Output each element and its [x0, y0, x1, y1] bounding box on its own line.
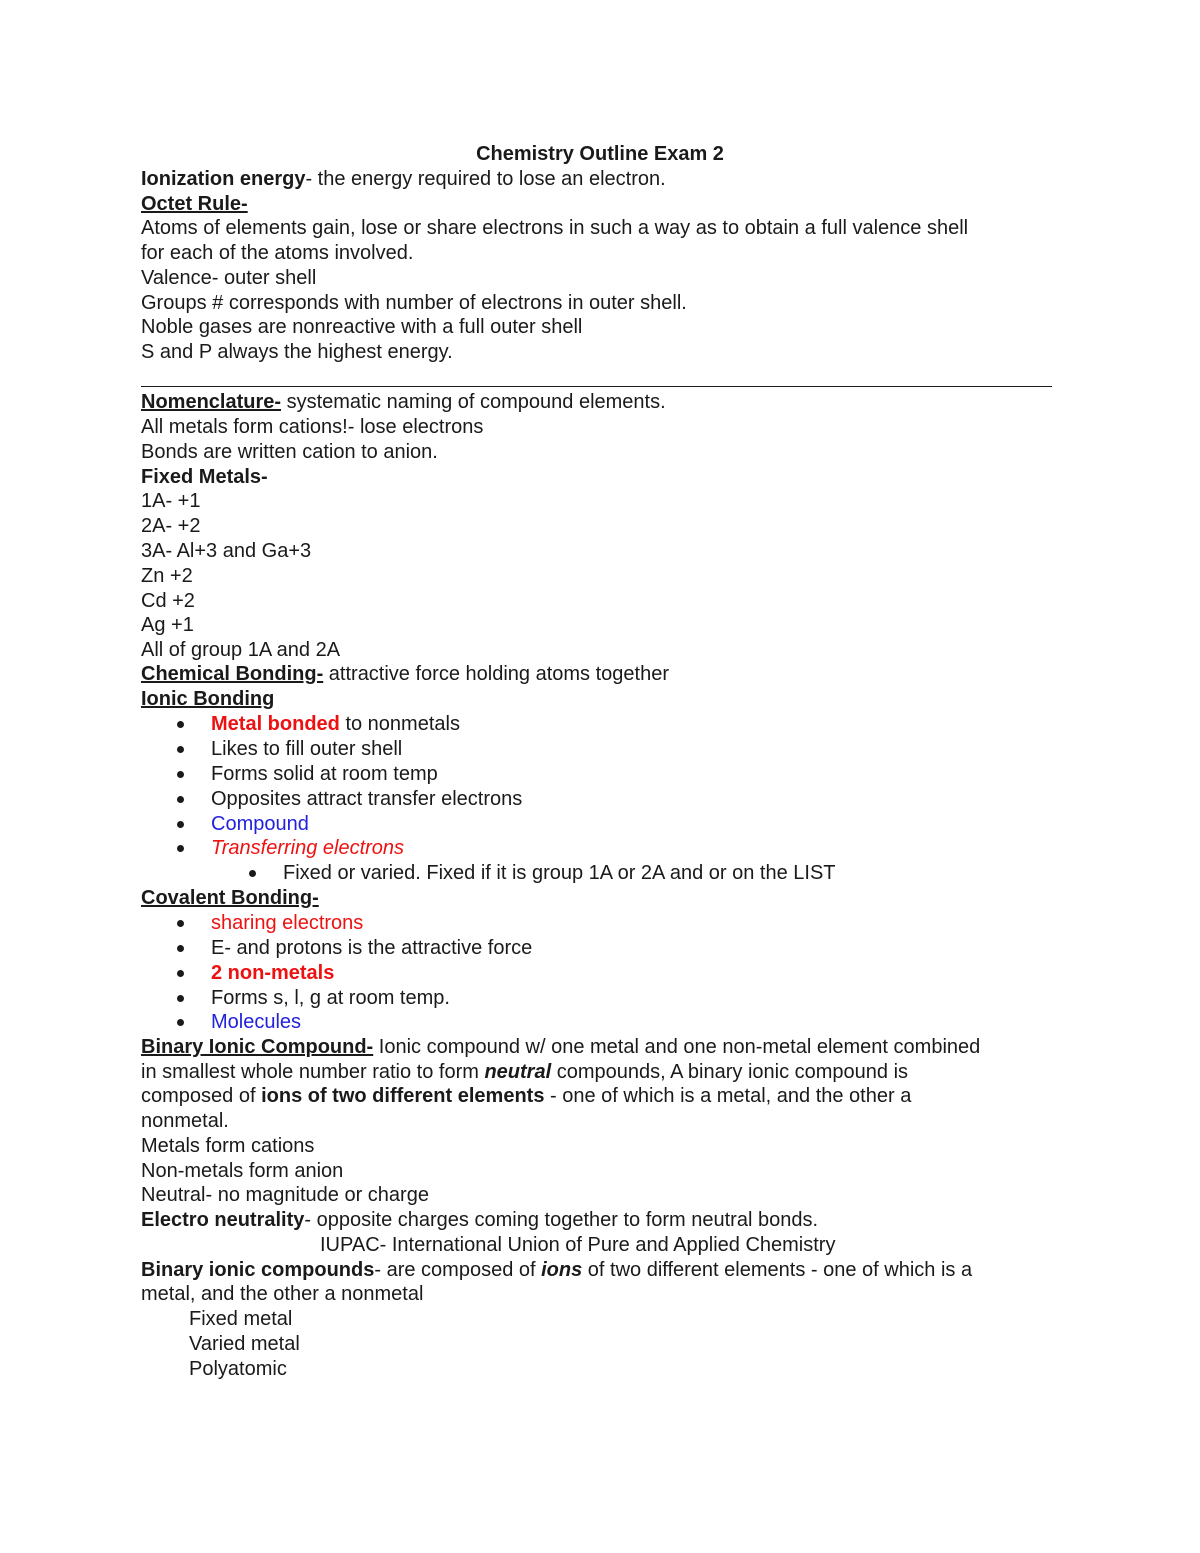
bullet-icon	[177, 771, 184, 778]
electro-neutrality-def: - opposite charges coming together to form neutral bonds.	[304, 1209, 819, 1231]
covalent-heading: Covalent Bonding-	[141, 887, 319, 909]
ionic-heading: Ionic Bonding	[141, 688, 275, 710]
bullet-icon	[249, 870, 256, 877]
compound-type: Polyatomic	[189, 1358, 287, 1380]
ionic-item: Likes to fill outer shell	[211, 738, 403, 760]
binary-text: composed of	[141, 1085, 262, 1107]
octet-line1: Atoms of elements gain, lose or share electrons in such a way as to obtain a full valence shell	[141, 217, 969, 239]
binary-line4: nonmetal.	[141, 1110, 229, 1132]
covalent-item: sharing electrons	[211, 912, 364, 934]
neutral-definition: Neutral- no magnitude or charge	[141, 1184, 429, 1206]
ions-two-elements-emphasis: ions of two different elements	[261, 1085, 545, 1107]
binary-line3	[141, 1084, 911, 1108]
binary2-text: of two different elements - one of which is a	[582, 1259, 973, 1281]
chemical-bonding-def: attractive force holding atoms together	[323, 663, 669, 685]
ions-emphasis: ions	[541, 1259, 583, 1281]
bullet-icon	[177, 796, 184, 803]
fixed-metals-heading: Fixed Metals-	[141, 466, 268, 488]
fixed-metal-item: Zn +2	[141, 565, 193, 587]
ionization-term: Ionization energy	[141, 168, 306, 190]
binary2-line1	[141, 1258, 972, 1282]
metals-form-cations: Metals form cations	[141, 1135, 315, 1157]
binary-text: - one of which is a metal, and the other a	[544, 1085, 912, 1107]
ionic-item: Opposites attract transfer electrons	[211, 788, 523, 810]
bullet-icon	[177, 945, 184, 952]
compound-type: Varied metal	[189, 1333, 300, 1355]
fixed-metal-item: All of group 1A and 2A	[141, 639, 341, 661]
ionization-def: - the energy required to lose an electron.	[305, 168, 666, 190]
ionic-item: Transferring electrons	[211, 837, 405, 859]
section-divider	[141, 386, 1052, 387]
binary-text: compounds, A binary ionic compound is	[551, 1061, 909, 1083]
binary-line2	[141, 1060, 908, 1084]
covalent-item: E- and protons is the attractive force	[211, 937, 533, 959]
bullet-icon	[177, 1019, 184, 1026]
nomenclature-term: Nomenclature-	[141, 391, 282, 413]
groups-line: Groups # corresponds with number of electrons in outer shell.	[141, 292, 687, 314]
bullet-icon	[177, 970, 184, 977]
sp-line: S and P always the highest energy.	[141, 341, 453, 363]
bullet-icon	[177, 920, 184, 927]
metals-cations-line: All metals form cations!- lose electrons	[141, 416, 484, 438]
covalent-item: Molecules	[211, 1011, 302, 1033]
nonmetals-form-anion: Non-metals form anion	[141, 1160, 344, 1182]
nomenclature-def: systematic naming of compound elements.	[281, 391, 666, 413]
chemical-bonding-line	[141, 662, 669, 686]
bullet-icon	[177, 995, 184, 1002]
ionic-item: Forms solid at room temp	[211, 763, 438, 785]
fixed-metal-item: 2A- +2	[141, 515, 201, 537]
ionic-subitem: Fixed or varied. Fixed if it is group 1A or 2A and or on the LIST	[283, 862, 836, 884]
fixed-metal-item: 1A- +1	[141, 490, 201, 512]
bullet-icon	[177, 721, 184, 728]
nomenclature-line	[141, 390, 666, 414]
fixed-metal-item: Cd +2	[141, 590, 195, 612]
covalent-item: 2 non-metals	[211, 962, 335, 984]
valence-line: Valence- outer shell	[141, 267, 317, 289]
bullet-icon	[177, 746, 184, 753]
noble-line: Noble gases are nonreactive with a full outer shell	[141, 316, 583, 338]
binary2-term: Binary ionic compounds	[141, 1259, 375, 1281]
chemical-bonding-term: Chemical Bonding-	[141, 663, 324, 685]
to-nonmetals-text: to nonmetals	[339, 713, 460, 735]
binary-line1	[141, 1035, 980, 1059]
electro-neutrality-line	[141, 1208, 818, 1232]
metal-bonded-text: Metal bonded	[211, 713, 340, 735]
binary-def: Ionic compound w/ one metal and one non-metal element combined	[373, 1036, 981, 1058]
covalent-item: Forms s, l, g at room temp.	[211, 987, 450, 1009]
octet-line2: for each of the atoms involved.	[141, 242, 414, 264]
ionization-line	[141, 167, 666, 191]
page-title: Chemistry Outline Exam 2	[476, 143, 724, 165]
neutral-emphasis: neutral	[484, 1061, 552, 1083]
binary-term: Binary Ionic Compound-	[141, 1036, 374, 1058]
ionic-item: Compound	[211, 813, 309, 835]
compound-type: Fixed metal	[189, 1308, 293, 1330]
bullet-icon	[177, 821, 184, 828]
ionic-item	[211, 712, 460, 736]
fixed-metal-item: Ag +1	[141, 614, 194, 636]
bonds-written-line: Bonds are written cation to anion.	[141, 441, 438, 463]
iupac-line: IUPAC- International Union of Pure and Applied Chemistry	[320, 1234, 836, 1256]
fixed-metal-item: 3A- Al+3 and Ga+3	[141, 540, 312, 562]
bullet-icon	[177, 845, 184, 852]
binary2-line2: metal, and the other a nonmetal	[141, 1283, 424, 1305]
octet-heading: Octet Rule-	[141, 193, 248, 215]
binary-text: in smallest whole number ratio to form	[141, 1061, 485, 1083]
binary2-text: - are composed of	[374, 1259, 542, 1281]
electro-neutrality-term: Electro neutrality	[141, 1209, 305, 1231]
